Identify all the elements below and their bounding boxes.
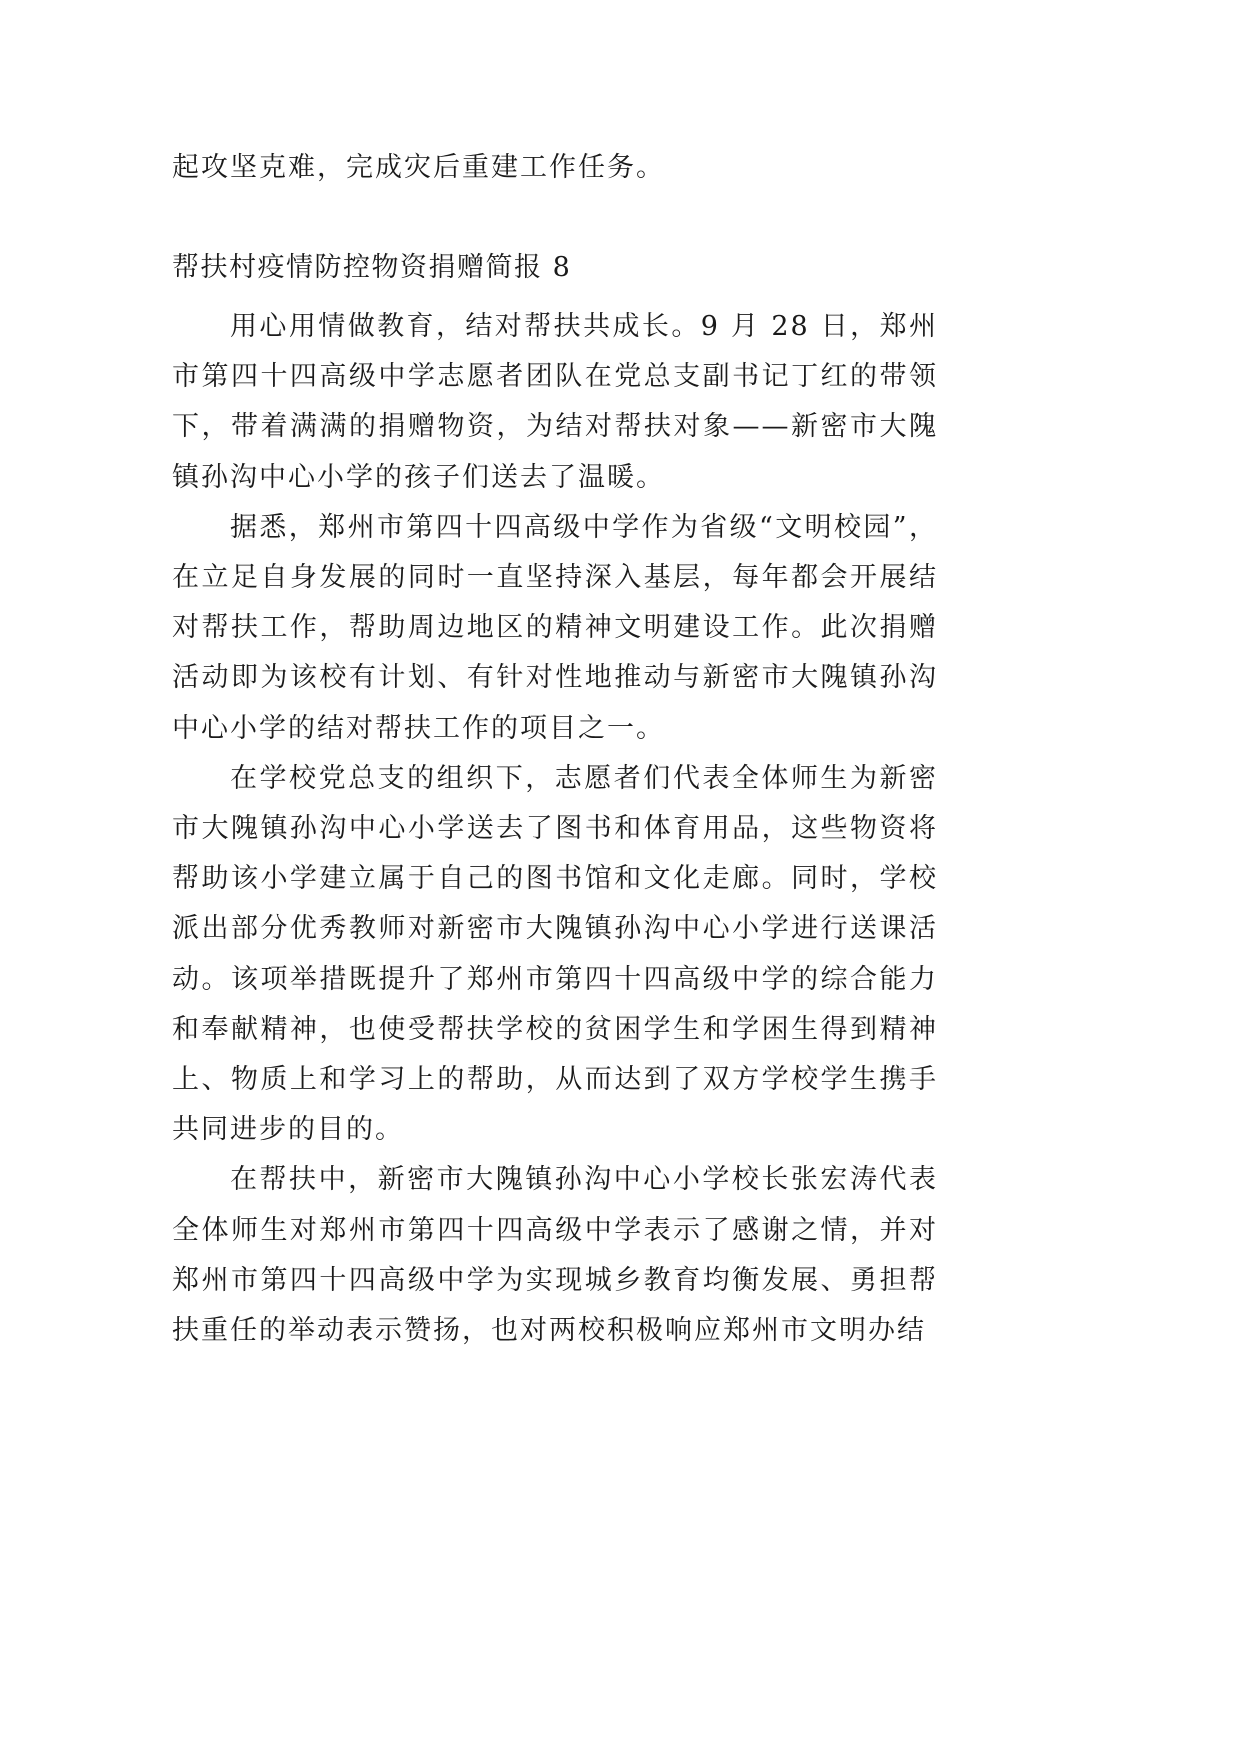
- continuation-paragraph: 起攻坚克难，完成灾后重建工作任务。: [172, 152, 665, 183]
- paragraph-4: 在帮扶中，新密市大隗镇孙沟中心小学校长张宏涛代表全体师生对郑州市第四十四高级中学表示了感谢之情，并对郑州市第四十四高级中学为实现城乡教育均衡发展、勇担帮扶重任的举动表示赞扬，也对两校积极响应郑州市文明办结: [172, 1164, 938, 1347]
- paragraph-2: 据悉，郑州市第四十四高级中学作为省级“文明校园”，在立足自身发展的同时一直坚持深入基层，每年都会开展结对帮扶工作，帮助周边地区的精神文明建设工作。此次捐赠活动即为该校有计划、有针对性地推动与新密市大隗镇孙沟中心小学的结对帮扶工作的项目之一。: [172, 511, 938, 744]
- paragraph-3: 在学校党总支的组织下，志愿者们代表全体师生为新密市大隗镇孙沟中心小学送去了图书和体育用品，这些物资将帮助该小学建立属于自己的图书馆和文化走廊。同时，学校派出部分优秀教师对新密市大隗镇孙沟中心小学进行送课活动。该项举措既提升了郑州市第四十四高级中学的综合能力和奉献精神，也使受帮扶学校的贫困学生和学困生得到精神上、物质上和学习上的帮助，从而达到了双方学校学生携手共同进步的目的。: [172, 762, 938, 1146]
- section-heading: 帮扶村疫情防控物资捐赠简报 8: [172, 252, 572, 283]
- paragraph-1: 用心用情做教育，结对帮扶共成长。9 月 28 日，郑州市第四十四高级中学志愿者团队在党总支副书记丁红的带领下，带着满满的捐赠物资，为结对帮扶对象——新密市大隗镇孙沟中心小学的孩子们送去了温暖。: [172, 311, 938, 493]
- body-text: [172, 302, 938, 1356]
